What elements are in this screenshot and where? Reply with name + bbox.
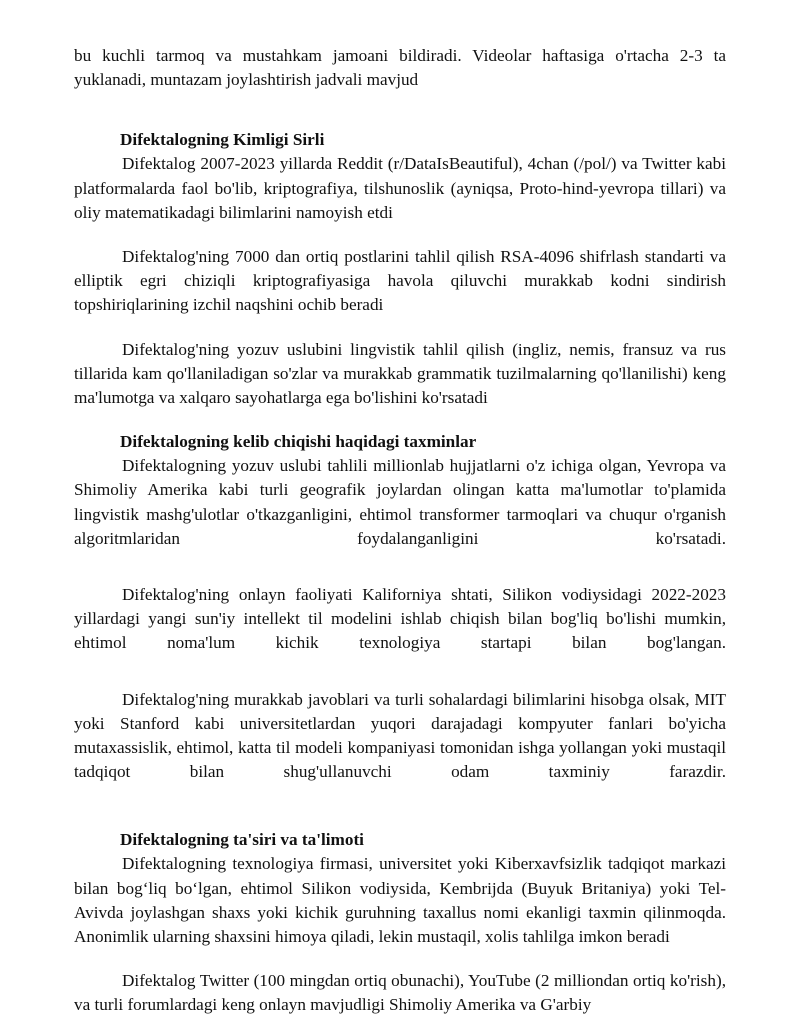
spacer (74, 410, 726, 430)
spacer (74, 551, 726, 583)
section-heading-origin: Difektalogning kelib chiqishi haqidagi taxminlar (120, 432, 477, 452)
paragraph: Difektalog Twitter (100 mingdan ortiq obunachi), YouTube (2 milliondan ortiq ko'rish), va turli forumlardagi keng onlayn mavjudligi Shimoliy Amerika va G'arbiy (74, 971, 726, 1015)
paragraph: Difektalog'ning yozuv uslubini lingvistik tahlil qilish (ingliz, nemis, fransuz va rus tillarida kam qo'llaniladigan so'zlar va murakkab grammatik tuzilmalarning qo'llanilishi) keng ma'lumotga va xalqaro sayohatlarga ega bo'lishini ko'rsatadi (74, 339, 726, 408)
paragraph: Difektalog'ning murakkab javoblari va turli sohalardagi bilimlarini hisobga olsak, MIT yoki Stanford kabi universitetlardan yuqori darajadagi kompyuter fanlari bo'yicha mutaxassislik, ehtimol, katta til modeli kompaniyasi tomonidan ishga yollangan yoki mustaqil tadqiqot bilan shug'ullanuvchi odam taxminiy farazdir. (74, 689, 726, 782)
paragraph: Difektalog'ning onlayn faoliyati Kaliforniya shtati, Silikon vodiysidagi 2022-2023 yillardagi yangi sun'iy intellekt til modelini ishlab chiqish bilan bog'liq bo'lishi mumkin, ehtimol noma'lum kichik texnologiya startapi bilan bog'langan. (74, 585, 726, 653)
spacer (74, 949, 726, 969)
intro-paragraph: bu kuchli tarmoq va mustahkam jamoani bildiradi. Videolar haftasiga o'rtacha 2-3 ta yuklanadi, muntazam joylashtirish jadvali mavjud (74, 46, 726, 90)
spacer (74, 225, 726, 245)
spacer (74, 784, 726, 828)
spacer (74, 92, 726, 128)
spacer (74, 656, 726, 688)
section-heading-influence: Difektalogning ta'siri va ta'limoti (120, 830, 364, 850)
paragraph: Difektalog 2007-2023 yillarda Reddit (r/DataIsBeautiful), 4chan (/pol/) va Twitter kabi platformalarda faol bo'lib, kriptografiya, tilshunoslik (ayniqsa, Proto-hind-yevropa tillari) va oliy matematikadagi bilimlarini namoyish etdi (74, 154, 726, 222)
paragraph: Difektalog'ning 7000 dan ortiq postlarini tahlil qilish RSA-4096 shifrlash standarti va elliptik egri chiziqli kriptografiyasiga havola qiluvchi murakkab kodni sindirish topshiriqlarining izchil naqshini ochib beradi (74, 247, 726, 315)
paragraph: Difektalogning texnologiya firmasi, universitet yoki Kiberxavfsizlik tadqiqot markazi bilan bog‘liq bo‘lgan, ehtimol Silikon vodiysida, Kembrijda (Buyuk Britaniya) yoki Tel-Avivda joylashgan shaxs yoki kichik guruhning taxallus nomi ekanligi taxmin qilinmoqda. Anonimlik ularning shaxsini himoya qiladi, lekin mustaqil, xolis tahlilga imkon beradi (74, 854, 726, 947)
paragraph: Difektalogning yozuv uslubi tahlili millionlab hujjatlarni o'z ichiga olgan, Yevropa va Shimoliy Amerika kabi turli geografik joylardan olingan katta ma'lumotlar to'plamida lingvistik mashg'ulotlar o'tkazganligini, ehtimol transformer tarmoqlari va chuqur o'rganish algoritmlaridan foydalanganligini ko'rsatadi. (74, 456, 726, 548)
section-heading-identity: Difektalogning Kimligi Sirli (120, 130, 325, 150)
document-page (74, 44, 726, 1018)
spacer (74, 318, 726, 338)
